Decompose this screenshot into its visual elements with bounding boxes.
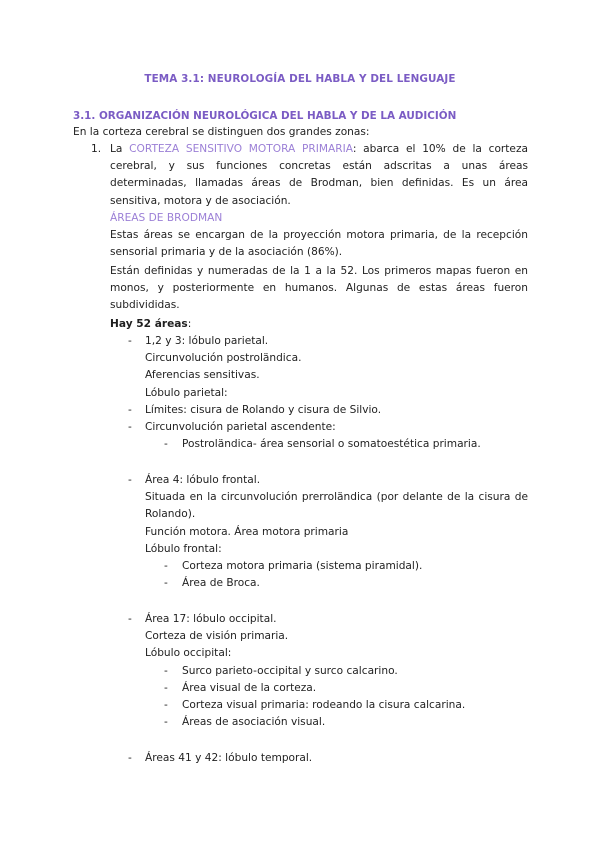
para-1-text: Estas áreas se encargan de la proyección motora primaria, de la recepción sensorial primaria y de la asociación (86%). <box>110 229 528 259</box>
area-17-sub: Surco parieto-occipital y surco calcarino. <box>182 665 398 677</box>
area-17-line: Lóbulo occipital: <box>145 647 232 659</box>
section-heading: 3.1. ORGANIZACIÓN NEUROLÓGICA DEL HABLA Y DE LA AUDICIÓN <box>73 110 457 122</box>
area-1-line: Circunvolución postroländica. <box>145 352 302 364</box>
item1-highlight: CORTEZA SENSITIVO MOTORA PRIMARIA <box>129 143 353 155</box>
sub-bullet-dash: - <box>164 560 168 572</box>
sub-bullet-dash: - <box>164 699 168 711</box>
bullet-dash: - <box>128 474 132 486</box>
hay-colon: : <box>187 318 192 330</box>
area-1-2-3: 1,2 y 3: lóbulo parietal. <box>145 335 269 347</box>
area-1-line: Lóbulo parietal: <box>145 387 228 399</box>
area-41-42: Áreas 41 y 42: lóbulo temporal. <box>145 752 313 764</box>
area-1-line: Aferencias sensitivas. <box>145 369 260 381</box>
para-2 <box>110 263 528 315</box>
sub-bullet-dash: - <box>164 577 168 589</box>
hay-52-areas <box>110 316 191 333</box>
limites-item: Límites: cisura de Rolando y cisura de Silvio. <box>145 404 382 416</box>
area-4: Área 4: lóbulo frontal. <box>145 474 261 486</box>
area-4-line: Función motora. Área motora primaria <box>145 526 349 538</box>
bullet-dash: - <box>128 404 132 416</box>
area-17-line: Corteza de visión primaria. <box>145 630 289 642</box>
sub-bullet-dash: - <box>164 665 168 677</box>
para-1 <box>110 227 528 261</box>
item1-rest: : abarca el 10% de la corteza cerebral, y sus funciones concretas están adscritas a unas áreas determinadas, llamadas áreas de Brodman, bien definidas. Es un área sensitiva, motora y de asociación. <box>110 143 529 207</box>
bullet-dash: - <box>128 752 132 764</box>
area-17-sub: Corteza visual primaria: rodeando la cisura calcarina. <box>182 699 466 711</box>
bullet-dash: - <box>128 613 132 625</box>
area-4-line: Lóbulo frontal: <box>145 543 222 555</box>
bullet-dash: - <box>128 335 132 347</box>
areas-heading: ÁREAS DE BRODMAN <box>110 212 223 224</box>
area-17: Área 17: lóbulo occipital. <box>145 613 277 625</box>
area-4-sub: Corteza motora primaria (sistema piramidal). <box>182 560 423 572</box>
para-2-text: Están definidas y numeradas de la 1 a la 52. Los primeros mapas fueron en monos, y posteriormente en humanos. Algunas de estas áreas fueron subdivididas. <box>110 265 528 312</box>
postrolandica-item: Postroländica- área sensorial o somatoestética primaria. <box>182 438 481 450</box>
sub-bullet-dash: - <box>164 716 168 728</box>
item1-paragraph <box>110 141 528 210</box>
item1-lead: La <box>110 143 130 155</box>
circunvolucion-item: Circunvolución parietal ascendente: <box>145 421 336 433</box>
sub-bullet-dash: - <box>164 438 168 450</box>
hay-bold: Hay 52 áreas <box>110 318 188 330</box>
sub-bullet-dash: - <box>164 682 168 694</box>
page-title: TEMA 3.1: NEUROLOGÍA DEL HABLA Y DEL LENGUAJE <box>144 73 456 85</box>
bullet-dash: - <box>128 421 132 433</box>
area-17-sub: Áreas de asociación visual. <box>182 716 326 728</box>
area-4-wrap: Situada en la circunvolución prerroländica (por delante de la cisura de Rolando). <box>145 491 528 521</box>
intro-text: En la corteza cerebral se distinguen dos grandes zonas: <box>73 126 370 138</box>
list-number: 1. <box>91 143 102 155</box>
area-17-sub: Área visual de la corteza. <box>182 682 317 694</box>
area-4-sub: Área de Broca. <box>182 577 260 589</box>
